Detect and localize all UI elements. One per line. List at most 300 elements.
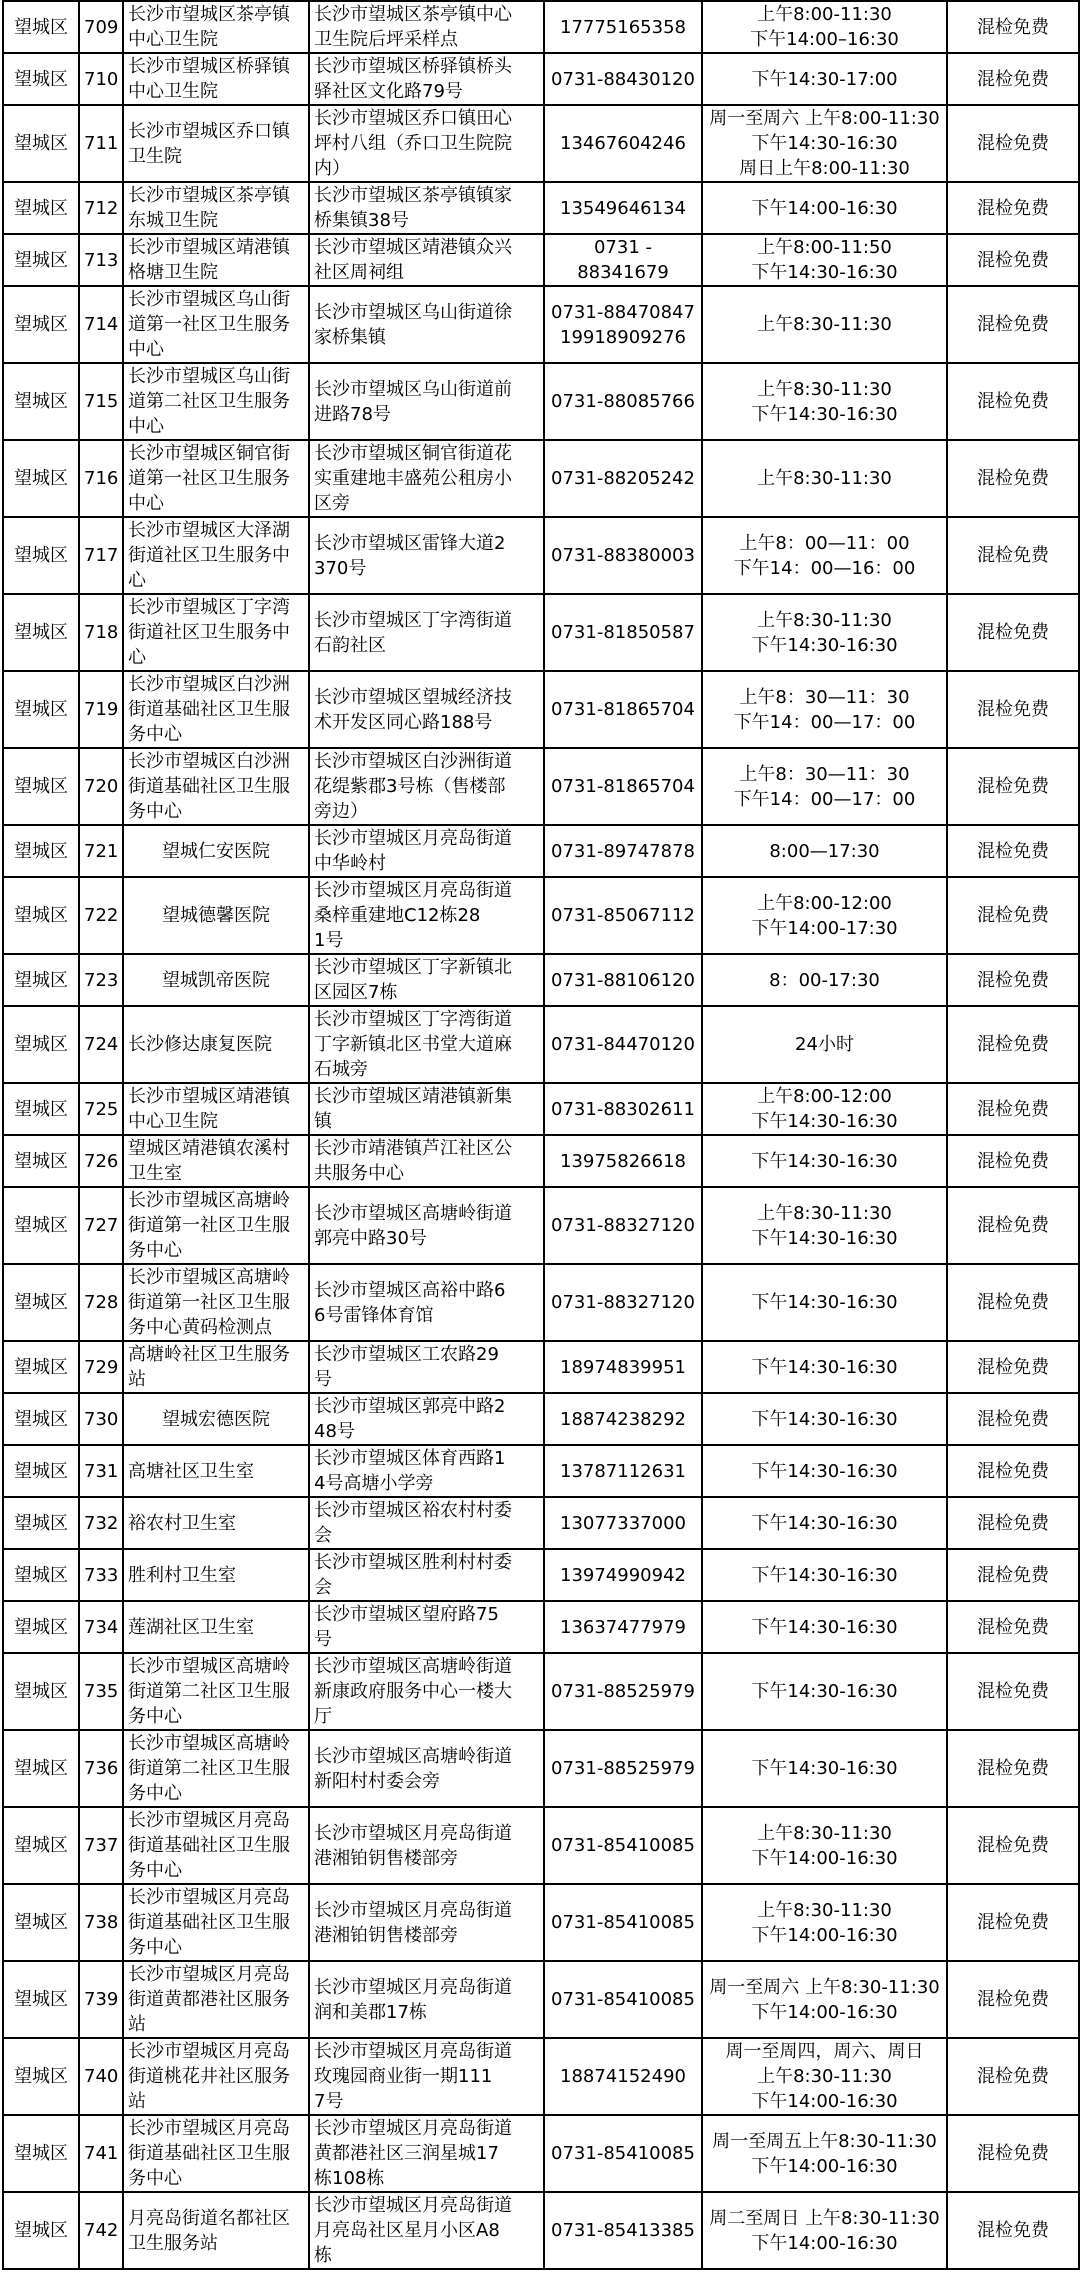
district-cell: [3, 825, 79, 877]
district-text: 望城区: [14, 1150, 68, 1172]
fee-cell: [947, 182, 1079, 234]
site-name-cell: [123, 748, 309, 825]
district-cell: [3, 234, 79, 286]
table-row: [3, 594, 1079, 671]
number-text: 729: [84, 1356, 119, 1378]
district-text: 望城区: [14, 1356, 68, 1378]
address-cell: [309, 1497, 544, 1549]
district-cell: [3, 517, 79, 594]
fee-cell: [947, 1961, 1079, 2038]
district-cell: [3, 182, 79, 234]
site-name-cell: [123, 105, 309, 182]
address-cell: [309, 748, 544, 825]
fee-text: 混检免费: [977, 249, 1049, 271]
district-text: 望城区: [14, 133, 68, 154]
district-text: 望城区: [14, 1512, 68, 1534]
fee-cell: [947, 53, 1079, 105]
district-cell: [3, 1601, 79, 1653]
phone-text: 0731-85410085: [551, 2143, 695, 2164]
number-cell: [79, 825, 123, 877]
site-name-cell: [123, 286, 309, 363]
number-cell: [79, 440, 123, 517]
district-text: 望城区: [14, 197, 68, 219]
hours-line: 下午14:30-16:30: [751, 634, 898, 656]
table-row: [3, 517, 1079, 594]
site-name-text: 长沙市望城区靖港镇 格塘卫生院: [128, 237, 290, 283]
district-cell: [3, 671, 79, 748]
district-cell: [3, 1187, 79, 1264]
number-text: 732: [84, 1512, 119, 1534]
hours-cell: [702, 1601, 947, 1653]
fee-cell: [947, 877, 1079, 954]
number-cell: [79, 105, 123, 182]
phone-text: 0731-88470847 19918909276: [551, 301, 695, 348]
hours-line: 周一至周六 上午8:00-11:30: [709, 108, 940, 129]
hours-line: 下午14:30-16:30: [751, 1408, 898, 1430]
fee-cell: [947, 1884, 1079, 1961]
number-text: 715: [84, 391, 119, 412]
district-text: 望城区: [14, 249, 68, 271]
district-cell: [3, 748, 79, 825]
hours-cell: [702, 1, 947, 53]
fee-text: 混检免费: [977, 840, 1049, 862]
number-cell: [79, 1497, 123, 1549]
hours-line: 下午14:00-16:30: [751, 2091, 898, 2112]
fee-text: 混检免费: [977, 68, 1049, 90]
hours-line: 上午8:30-11:30: [757, 468, 892, 489]
phone-cell: [544, 671, 702, 748]
table-row: [3, 1497, 1079, 1549]
site-name-text: 高塘社区卫生室: [128, 1460, 254, 1482]
address-cell: [309, 1393, 544, 1445]
fee-text: 混检免费: [977, 1292, 1049, 1313]
hours-line: 上午8：30—11：30: [739, 686, 910, 708]
hours-line: 下午14:00–16:30: [750, 29, 899, 50]
phone-cell: [544, 1264, 702, 1341]
number-cell: [79, 1393, 123, 1445]
phone-text: 18874238292: [560, 1408, 686, 1430]
site-name-text: 望城德馨医院: [162, 905, 270, 926]
hours-line: 下午14:30-16:30: [751, 403, 898, 425]
hours-cell: [702, 671, 947, 748]
number-cell: [79, 877, 123, 954]
hours-line: 下午14：00—17：00: [733, 711, 916, 733]
table-row: [3, 1135, 1079, 1187]
address-cell: [309, 825, 544, 877]
address-text: 长沙市靖港镇芦江社区公 共服务中心: [314, 1138, 512, 1184]
hours-line: 上午8:30-11:30: [757, 378, 892, 400]
site-name-cell: [123, 440, 309, 517]
number-cell: [79, 1, 123, 53]
district-text: 望城区: [14, 16, 68, 38]
phone-text: 0731-85410085: [551, 1912, 695, 1933]
number-text: 720: [84, 776, 119, 797]
address-cell: [309, 1445, 544, 1497]
district-cell: [3, 286, 79, 363]
table-row: [3, 671, 1079, 748]
fee-text: 混检免费: [977, 1835, 1049, 1856]
fee-cell: [947, 1187, 1079, 1264]
hours-line: 下午14:30-16:30: [751, 262, 898, 283]
fee-cell: [947, 1393, 1079, 1445]
table-row: [3, 1, 1079, 53]
number-cell: [79, 594, 123, 671]
address-cell: [309, 954, 544, 1006]
site-name-cell: [123, 234, 309, 286]
table-row: [3, 1393, 1079, 1445]
number-cell: [79, 234, 123, 286]
hours-cell: [702, 1135, 947, 1187]
hours-line: 下午14:30-16:30: [751, 133, 898, 154]
fee-cell: [947, 954, 1079, 1006]
district-cell: [3, 2115, 79, 2192]
address-cell: [309, 1264, 544, 1341]
hours-line: 8:00—17:30: [769, 840, 880, 862]
phone-text: 0731-89747878: [551, 840, 695, 862]
phone-text: 0731-85410085: [551, 1989, 695, 2010]
district-text: 望城区: [14, 1989, 68, 2010]
fee-cell: [947, 594, 1079, 671]
district-text: 望城区: [14, 622, 68, 643]
number-text: 717: [84, 545, 119, 566]
phone-text: 13975826618: [560, 1150, 686, 1172]
site-name-text: 长沙市望城区乌山街 道第二社区卫生服务 中心: [128, 366, 290, 437]
address-cell: [309, 1187, 544, 1264]
fee-cell: [947, 825, 1079, 877]
hours-cell: [702, 1187, 947, 1264]
hours-cell: [702, 105, 947, 182]
district-cell: [3, 105, 79, 182]
fee-cell: [947, 105, 1079, 182]
district-text: 望城区: [14, 1758, 68, 1779]
number-text: 730: [84, 1408, 119, 1430]
table-row: [3, 1445, 1079, 1497]
site-name-cell: [123, 1653, 309, 1730]
fee-cell: [947, 1497, 1079, 1549]
hours-cell: [702, 1083, 947, 1135]
site-name-text: 胜利村卫生室: [128, 1564, 236, 1586]
phone-cell: [544, 286, 702, 363]
table-row: [3, 1601, 1079, 1653]
address-cell: [309, 1135, 544, 1187]
district-text: 望城区: [14, 969, 68, 991]
table-row: [3, 2115, 1079, 2192]
address-text: 长沙市望城区月亮岛街道 黄都港社区三润星城17 栋108栋: [314, 2118, 512, 2189]
phone-text: 0731-85410085: [551, 1835, 695, 1856]
hours-cell: [702, 1445, 947, 1497]
phone-cell: [544, 1393, 702, 1445]
fee-text: 混检免费: [977, 1356, 1049, 1378]
phone-cell: [544, 1807, 702, 1884]
site-name-cell: [123, 1264, 309, 1341]
table-row: [3, 1083, 1079, 1135]
number-cell: [79, 517, 123, 594]
address-cell: [309, 182, 544, 234]
site-name-cell: [123, 1807, 309, 1884]
fee-cell: [947, 1, 1079, 53]
hours-line: 下午14:00-16:30: [751, 197, 898, 219]
number-text: 722: [84, 905, 119, 926]
fee-text: 混检免费: [977, 1150, 1049, 1172]
site-name-text: 长沙市望城区月亮岛 街道基础社区卫生服 务中心: [128, 2118, 290, 2189]
phone-cell: [544, 2192, 702, 2269]
phone-cell: [544, 877, 702, 954]
phone-text: 0731-85067112: [551, 905, 695, 926]
number-cell: [79, 2038, 123, 2115]
address-text: 长沙市望城区月亮岛街道 港湘铂钥售楼部旁: [314, 1822, 512, 1869]
hours-cell: [702, 2038, 947, 2115]
site-name-text: 长沙市望城区茶亭镇 中心卫生院: [128, 4, 290, 50]
site-name-text: 长沙市望城区高塘岭 街道第二社区卫生服 务中心: [128, 1656, 290, 1727]
district-cell: [3, 1549, 79, 1601]
district-text: 望城区: [14, 840, 68, 862]
address-text: 长沙市望城区胜利村村委 会: [314, 1552, 512, 1598]
table-row: [3, 954, 1079, 1006]
table-row: [3, 1807, 1079, 1884]
fee-cell: [947, 1730, 1079, 1807]
site-name-text: 长沙市望城区桥驿镇 中心卫生院: [128, 56, 290, 102]
district-text: 望城区: [14, 1564, 68, 1586]
address-text: 长沙市望城区丁字新镇北 区园区7栋: [314, 957, 512, 1003]
hours-cell: [702, 748, 947, 825]
number-text: 725: [84, 1098, 119, 1120]
number-cell: [79, 2192, 123, 2269]
site-name-text: 长沙市望城区乔口镇 卫生院: [128, 120, 290, 167]
phone-text: 0731-84470120: [551, 1034, 695, 1055]
site-name-text: 长沙市望城区高塘岭 街道第一社区卫生服 务中心: [128, 1190, 290, 1261]
hours-line: 下午14:30-16:30: [751, 1564, 898, 1586]
table-body: [3, 1, 1079, 2269]
district-text: 望城区: [14, 699, 68, 720]
site-name-cell: [123, 1, 309, 53]
address-cell: [309, 105, 544, 182]
number-cell: [79, 1653, 123, 1730]
hours-cell: [702, 954, 947, 1006]
table-row: [3, 440, 1079, 517]
hours-line: 下午14:30-16:30: [751, 1356, 898, 1378]
hours-line: 24小时: [795, 1034, 854, 1055]
number-text: 742: [84, 2220, 119, 2241]
site-name-cell: [123, 1393, 309, 1445]
table-row: [3, 1653, 1079, 1730]
number-cell: [79, 1961, 123, 2038]
phone-cell: [544, 825, 702, 877]
phone-text: 13974990942: [560, 1564, 686, 1586]
phone-cell: [544, 105, 702, 182]
district-text: 望城区: [14, 68, 68, 90]
hours-cell: [702, 1730, 947, 1807]
address-cell: [309, 2038, 544, 2115]
district-text: 望城区: [14, 1292, 68, 1313]
district-cell: [3, 1, 79, 53]
number-text: 727: [84, 1215, 119, 1236]
site-name-cell: [123, 1006, 309, 1083]
hours-line: 下午14:30-16:30: [751, 1512, 898, 1534]
hours-line: 下午14:00-16:30: [751, 2155, 898, 2177]
hours-line: 下午14：00—16：00: [733, 557, 916, 579]
address-text: 长沙市望城区月亮岛街道 玫瑰园商业街一期111 7号: [314, 2041, 512, 2112]
site-name-text: 长沙市望城区月亮岛 街道基础社区卫生服 务中心: [128, 1887, 290, 1958]
fee-cell: [947, 2038, 1079, 2115]
number-text: 726: [84, 1150, 119, 1172]
fee-text: 混检免费: [977, 1681, 1049, 1702]
phone-text: 18974839951: [560, 1356, 686, 1378]
district-text: 望城区: [14, 468, 68, 489]
phone-text: 18874152490: [560, 2066, 686, 2087]
number-cell: [79, 1264, 123, 1341]
phone-cell: [544, 517, 702, 594]
address-text: 长沙市望城区月亮岛街道 桑梓重建地C12栋28 1号: [314, 880, 512, 951]
district-cell: [3, 1807, 79, 1884]
hours-line: 上午8：00—11：00: [739, 532, 910, 554]
site-name-cell: [123, 1083, 309, 1135]
number-text: 733: [84, 1564, 119, 1586]
fee-text: 混检免费: [977, 1564, 1049, 1586]
address-text: 长沙市望城区桥驿镇桥头 驿社区文化路79号: [314, 56, 512, 102]
district-text: 望城区: [14, 391, 68, 412]
district-cell: [3, 1884, 79, 1961]
site-name-cell: [123, 53, 309, 105]
hours-cell: [702, 877, 947, 954]
table-row: [3, 286, 1079, 363]
phone-cell: [544, 363, 702, 440]
address-cell: [309, 440, 544, 517]
hours-line: 下午14:30-16:30: [751, 1616, 898, 1638]
hours-cell: [702, 182, 947, 234]
fee-cell: [947, 234, 1079, 286]
address-cell: [309, 594, 544, 671]
district-text: 望城区: [14, 1835, 68, 1856]
hours-line: 8：00-17:30: [769, 969, 880, 991]
hours-line: 下午14:30-16:30: [751, 1292, 898, 1313]
site-name-cell: [123, 825, 309, 877]
phone-text: 0731-88430120: [551, 68, 695, 90]
fee-cell: [947, 1549, 1079, 1601]
address-text: 长沙市望城区乌山街道徐 家桥集镇: [314, 301, 512, 348]
site-name-cell: [123, 517, 309, 594]
number-text: 716: [84, 468, 119, 489]
fee-cell: [947, 1135, 1079, 1187]
site-name-text: 望城区靖港镇农溪村 卫生室: [128, 1138, 290, 1184]
district-cell: [3, 1006, 79, 1083]
hours-line: 上午8：30—11：30: [739, 763, 910, 785]
district-cell: [3, 1264, 79, 1341]
district-cell: [3, 363, 79, 440]
phone-cell: [544, 182, 702, 234]
address-cell: [309, 1961, 544, 2038]
district-text: 望城区: [14, 1681, 68, 1702]
testing-sites-table: [2, 0, 1080, 2270]
site-name-cell: [123, 1549, 309, 1601]
site-name-text: 长沙市望城区靖港镇 中心卫生院: [128, 1086, 290, 1132]
number-cell: [79, 671, 123, 748]
fee-cell: [947, 2115, 1079, 2192]
site-name-cell: [123, 671, 309, 748]
district-text: 望城区: [14, 545, 68, 566]
address-text: 长沙市望城区月亮岛街道 港湘铂钥售楼部旁: [314, 1899, 512, 1946]
phone-text: 0731-81850587: [551, 622, 695, 643]
phone-text: 13467604246: [560, 133, 686, 154]
phone-cell: [544, 1083, 702, 1135]
site-name-cell: [123, 954, 309, 1006]
fee-cell: [947, 1807, 1079, 1884]
district-text: 望城区: [14, 314, 68, 335]
hours-cell: [702, 517, 947, 594]
address-cell: [309, 1601, 544, 1653]
fee-text: 混检免费: [977, 1098, 1049, 1120]
hours-line: 上午8:00-11:50: [757, 237, 892, 258]
number-cell: [79, 182, 123, 234]
number-text: 731: [84, 1460, 119, 1482]
fee-text: 混检免费: [977, 1215, 1049, 1236]
district-cell: [3, 2038, 79, 2115]
phone-text: 0731-81865704: [551, 776, 695, 797]
district-text: 望城区: [14, 1616, 68, 1638]
site-name-text: 莲湖社区卫生室: [128, 1616, 254, 1638]
phone-text: 0731-88106120: [551, 969, 695, 991]
number-text: 718: [84, 622, 119, 643]
site-name-text: 长沙市望城区铜官街 道第一社区卫生服务 中心: [128, 443, 290, 514]
number-text: 709: [84, 16, 119, 38]
table-row: [3, 234, 1079, 286]
site-name-text: 月亮岛街道名都社区 卫生服务站: [128, 2207, 290, 2254]
hours-line: 下午14:00-16:30: [751, 2232, 898, 2254]
site-name-text: 长沙市望城区白沙洲 街道基础社区卫生服 务中心: [128, 674, 290, 745]
phone-cell: [544, 440, 702, 517]
fee-text: 混检免费: [977, 16, 1049, 38]
site-name-cell: [123, 2038, 309, 2115]
site-name-cell: [123, 182, 309, 234]
phone-cell: [544, 1730, 702, 1807]
district-cell: [3, 1393, 79, 1445]
phone-cell: [544, 954, 702, 1006]
phone-cell: [544, 53, 702, 105]
hours-line: 上午8:00-12:00: [757, 1086, 892, 1107]
table-row: [3, 182, 1079, 234]
address-text: 长沙市望城区靖港镇新集 镇: [314, 1086, 512, 1132]
hours-line: 周日上午8:00-11:30: [739, 158, 910, 179]
hours-line: 下午14:30-16:30: [751, 1111, 898, 1132]
site-name-cell: [123, 594, 309, 671]
hours-line: 上午8:30-11:30: [757, 1822, 892, 1844]
site-name-cell: [123, 2192, 309, 2269]
number-cell: [79, 954, 123, 1006]
phone-text: 0731-81865704: [551, 699, 695, 720]
fee-text: 混检免费: [977, 197, 1049, 219]
number-cell: [79, 1730, 123, 1807]
address-text: 长沙市望城区乌山街道前 进路78号: [314, 378, 512, 425]
district-text: 望城区: [14, 1912, 68, 1933]
address-text: 长沙市望城区望城经济技 术开发区同心路188号: [314, 686, 512, 733]
table-row: [3, 2192, 1079, 2269]
number-cell: [79, 2115, 123, 2192]
address-text: 长沙市望城区茶亭镇镇家 桥集镇38号: [314, 185, 512, 231]
hours-line: 下午14:30-16:30: [751, 1227, 898, 1249]
hours-cell: [702, 1393, 947, 1445]
hours-cell: [702, 363, 947, 440]
fee-text: 混检免费: [977, 1616, 1049, 1638]
address-cell: [309, 1653, 544, 1730]
address-text: 长沙市望城区丁字湾街道 丁字新镇北区书堂大道麻 石城旁: [314, 1009, 512, 1080]
phone-cell: [544, 1549, 702, 1601]
site-name-cell: [123, 1730, 309, 1807]
fee-cell: [947, 363, 1079, 440]
hours-line: 上午8:30-11:30: [757, 609, 892, 631]
number-text: 738: [84, 1912, 119, 1933]
fee-text: 混检免费: [977, 391, 1049, 412]
phone-text: 13637477979: [560, 1616, 686, 1638]
address-cell: [309, 517, 544, 594]
